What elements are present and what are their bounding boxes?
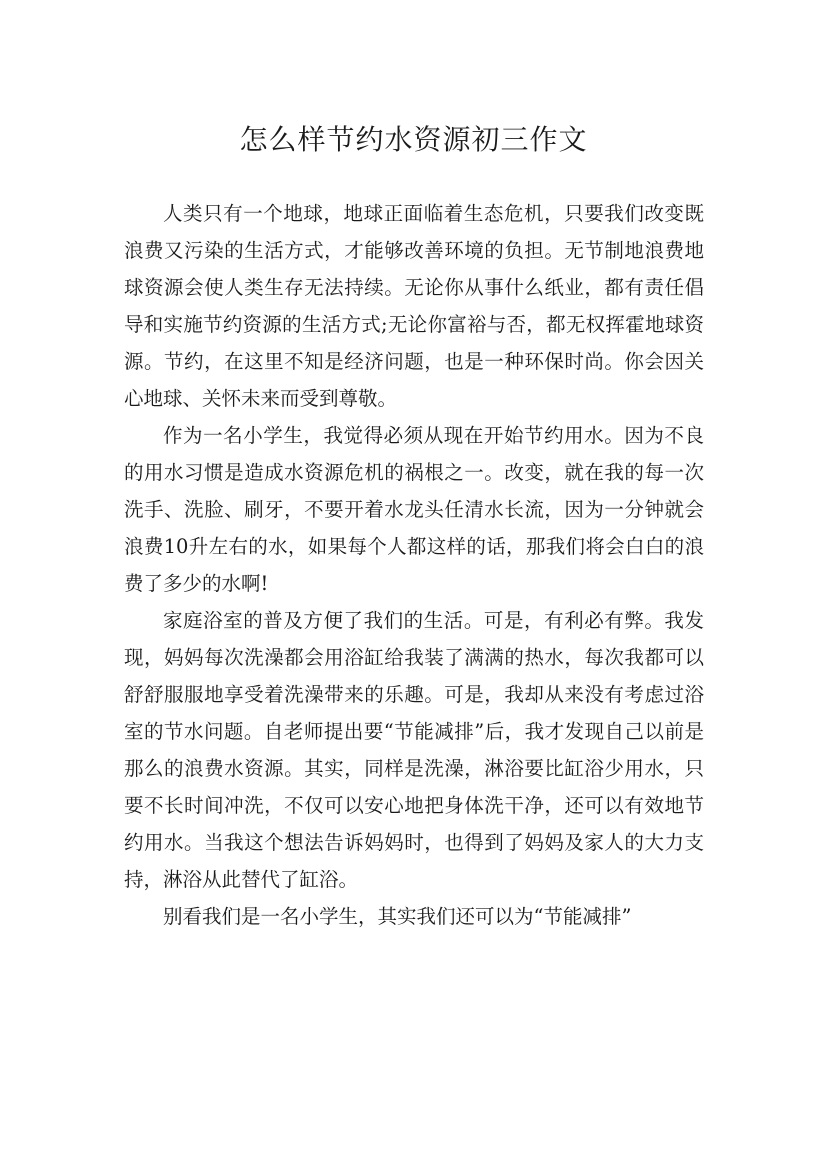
paragraph-3: 家庭浴室的普及方便了我们的生活。可是，有利必有弊。我发现，妈妈每次洗澡都会用浴缸给我装了满满的热水，每次我都可以舒舒服服地享受着洗澡带来的乐趣。可是，我却从来没有考虑过浴室的节水问题。自老师提出要“节能减排”后，我才发现自己以前是那么的浪费水资源。其实，同样是洗澡，淋浴要比缸浴少用水，只要不长时间冲洗，不仅可以安心地把身体洗干净，还可以有效地节约用水。当我这个想法告诉妈妈时，也得到了妈妈及家人的大力支持，淋浴从此替代了缸浴。 [124,609,704,891]
paragraph-1: 人类只有一个地球，地球正面临着生态危机，只要我们改变既浪费又污染的生活方式，才能够改善环境的负担。无节制地浪费地球资源会使人类生存无法持续。无论你从事什么纸业，都有责任倡导和实施节约资源的生活方式;无论你富裕与否，都无权挥霍地球资源。节约，在这里不知是经济问题，也是一种环保时尚。你会因关心地球、关怀未来而受到尊敬。 [124,202,704,410]
document-title: 怎么样节约水资源初三作文 [239,122,588,156]
document-body [124,195,704,935]
paragraph-4: 别看我们是一名小学生，其实我们还可以为“节能减排” [163,905,632,928]
paragraph-2: 作为一名小学生，我觉得必须从现在开始节约用水。因为不良的用水习惯是造成水资源危机的祸根之一。改变，就在我的每一次洗手、洗脸、刷牙，不要开着水龙头任清水长流，因为一分钟就会浪费10升左右的水，如果每个人都这样的话，那我们将会白白的浪费了多少的水啊! [124,424,704,595]
